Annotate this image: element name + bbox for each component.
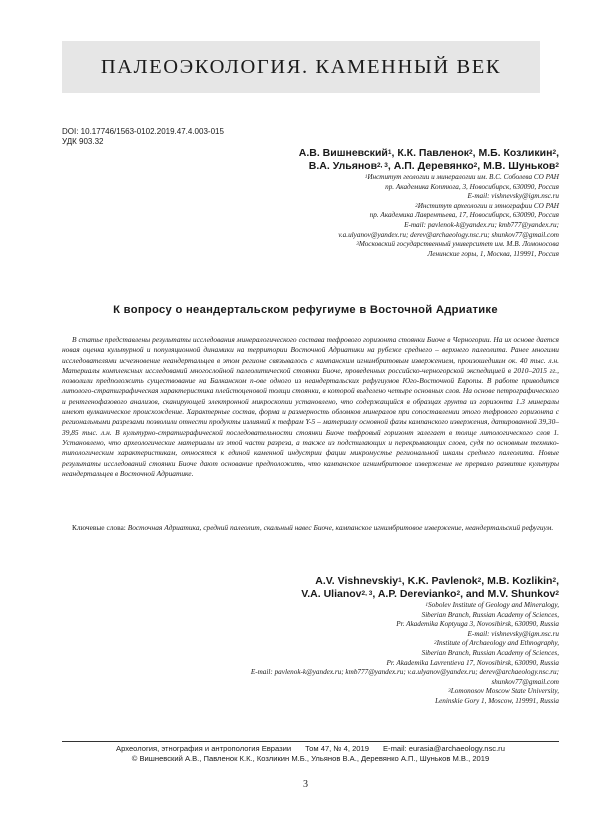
affiliation-line (99, 668, 559, 678)
author-name: А.В. Вишневский (298, 147, 388, 159)
affiliation-line (99, 231, 559, 241)
affiliation-line (99, 611, 559, 621)
affiliation-text: Siberian Branch, Russian Academy of Sciences, (421, 610, 559, 619)
footer-copyright: © Вишневский А.В., Павленок К.К., Козликин М.Б., Ульянов В.А., Деревянко А.П., Шуньков М.В., 2019 (131, 754, 490, 763)
author-separator: , (372, 588, 378, 600)
section-banner (62, 41, 540, 93)
footer-divider (62, 741, 559, 742)
affiliation-text: Lomonosov Moscow State University, (450, 687, 559, 696)
affiliation-text: Institute of Archaeology and Ethnography, (436, 639, 559, 648)
affiliation-mark: 2 (415, 203, 418, 209)
affiliation-text: Ленинские горы, 1, Москва, 119991, Россия (427, 249, 559, 258)
affiliation-line (99, 687, 559, 697)
author-separator: , (472, 147, 479, 159)
affiliation-line (99, 659, 559, 669)
affiliation-mark: 1 (425, 603, 429, 608)
affiliation-line (99, 639, 559, 649)
author-affiliation-mark: 2 (477, 577, 482, 584)
affiliation-line (99, 202, 559, 212)
author-separator: , (401, 575, 408, 587)
footer (62, 744, 559, 764)
affiliation-text: Leninskie Gory 1, Moscow, 119991, Russia (435, 696, 559, 705)
doi[interactable]: DOI: 10.17746/1563-0102.2019.47.4.003-015 (62, 127, 224, 136)
authors-en-line2 (99, 588, 559, 601)
author-separator: , and (460, 588, 488, 600)
affiliation-mark: 3 (448, 689, 451, 695)
page-number: 3 (303, 779, 308, 790)
article-title: К вопросу о неандертальском рефугиуме в Восточной Адриатике (113, 304, 498, 316)
affiliation-line (99, 211, 559, 221)
affiliation-text: Институт геологии и минералогии им. В.С. Соболева СО РАН (367, 173, 559, 181)
author-name: M.V. Shunkov (487, 588, 556, 600)
author-name: М.Б. Козликин (478, 147, 553, 159)
affiliation-text: пр. Академика Коптюга, 3, Новосибирск, 630090, Россия (385, 182, 559, 191)
affiliation-text: E-mail: pavlenok-k@yandex.ru; kmb777@yandex.ru; (404, 220, 559, 229)
authors-ru-line2 (99, 160, 559, 173)
author-separator: , (387, 160, 394, 172)
article-meta (62, 127, 224, 147)
footer-journal: Археология, этнография и антропология Евразии (116, 744, 292, 753)
author-name: A.P. Derevianko (377, 588, 457, 600)
affiliation-line (99, 250, 559, 260)
affiliation-line (99, 601, 559, 611)
author-name: A.V. Vishnevskiy (315, 575, 399, 587)
author-name: В.А. Ульянов (308, 160, 378, 172)
keywords-label: Ключевые слова: (72, 523, 126, 532)
affiliation-text: Pr. Akademika Lavrentieva 17, Novosibirsk, 630090, Russia (386, 658, 559, 667)
affiliation-text: пр. Академика Лаврентьева, 17, Новосибирск, 630090, Россия (369, 211, 559, 220)
author-affiliation-mark: 2, 3 (377, 162, 388, 169)
footer-volume: Том 47, № 4, 2019 (305, 744, 369, 753)
affiliation-line (99, 697, 559, 707)
author-affiliation-mark: 2 (555, 590, 559, 597)
author-affiliation-mark: 2 (473, 162, 478, 169)
affiliation-line (99, 240, 559, 250)
affiliation-line (99, 192, 559, 202)
affiliation-line (99, 620, 559, 630)
author-separator: , (481, 575, 488, 587)
authors-en-line1 (99, 575, 559, 588)
author-separator: , (477, 160, 484, 172)
affiliation-text: Московский государственный университет им. М.В. Ломоносова (358, 240, 559, 249)
author-name: K.K. Pavlenok (407, 575, 478, 587)
affiliation-line (99, 630, 559, 640)
author-affiliation-mark: 2 (555, 162, 559, 169)
author-affiliation-mark: 2 (552, 577, 557, 584)
udc-code: УДК 903.32 (62, 137, 104, 146)
affiliation-mark: 3 (356, 242, 359, 248)
affiliations-ru (99, 173, 559, 259)
author-separator: , (556, 147, 559, 159)
affiliation-line (99, 173, 559, 183)
affiliations-en (99, 601, 559, 707)
affiliation-text: Pr. Akademika Koptyuga 3, Novosibirsk, 630090, Russia (396, 620, 559, 629)
author-affiliation-mark: 2 (456, 590, 461, 597)
authors-ru-line1 (99, 147, 559, 160)
author-name: M.B. Kozlikin (487, 575, 553, 587)
author-name: М.В. Шуньков (483, 160, 556, 172)
affiliation-mark: 1 (364, 175, 368, 180)
author-affiliation-mark: 2 (468, 149, 473, 156)
footer-email[interactable]: E-mail: eurasia@archaeology.nsc.ru (382, 744, 505, 753)
author-name: К.К. Павленок (397, 147, 469, 159)
affiliation-text: Институт археологии и этнографии СО РАН (417, 201, 559, 210)
author-separator: , (556, 575, 559, 587)
affiliation-line (99, 678, 559, 688)
keywords (62, 523, 559, 533)
affiliation-text: shunkov77@gmail.com (491, 677, 559, 686)
affiliation-text: v.a.ulyanov@yandex.ru; derev@archaeology.nsc.ru; shunkov77@gmail.com (338, 230, 559, 239)
keywords-text: Восточная Адриатика, средний палеолит, скальный навес Биоче, кампанское игнимбритовое извержение, неандертальский рефугиум. (127, 523, 554, 532)
author-affiliation-mark: 1 (387, 149, 392, 156)
affiliation-text: Sobolev Institute of Geology and Mineralogy, (428, 601, 559, 609)
authors-ru-block (99, 147, 559, 259)
affiliation-text: Siberian Branch, Russian Academy of Sciences, (421, 648, 559, 657)
author-name: V.A. Ulianov (301, 588, 362, 600)
author-affiliation-mark: 2 (552, 149, 557, 156)
abstract: В статье представлены результаты исследования минералогического состава тефрового горизонта стоянки Биоче в Черногории. На их основе дается новая оценка культурной и популяционной динамики на территории Восточной Адриатики на рубеже среднего – верхнего палеолита. Ранее многими исследователями исчезновение неандертальцев в этом регионе связывалось с кампанским игнимбритовым извержением, произошедшим ок. 40 тыс. л.н. Материалы комплексных исследований многослойной палеолитической стоянки Биоче, проведенных российско-черногорской экспедицией в 2010–2015 гг., позволили предположить существование на Балканском п-ове одного из неандертальских рефугиумов Юго-Восточной Европы. В работе приводится литолого-стратиграфическая характеристика плейстоценовой толщи стоянки, в которой выделено четыре основных слоя. На основе петрографического и рентгенофазового анализов, сканирующей электронной микроскопии установлено, что содержащийся в образцах грунта из горизонта 1.3 минералы имеют вулканическое происхождение. Характерные состав, форма и размерность обломков минералов при сопоставлении этого тефрового горизонта с региональными разрезами позволили отнести продукты излияний к тефрам Y-5 – материалу основной фазы кампанского извержения, датированной 39,30–39,85 тыс. л.н. В культурно-стратиграфической последовательности стоянки Биоче тефровый горизонт залегает в толще литологического слоя 1. Установлено, что археологические материалы из этой части разреза, а также из подстилающих и перекрывающих слоев, судя по основным технико-типологическим характеристикам, относятся к единой каменной индустрии фации микромустье региональной шкалы среднего палеолита. Новые результаты исследований стоянки Биоче дают основание предположить, что кампанское игнимбритовое извержение не прервало развитие культуры неандертальцев в Восточной Адриатике. (62, 335, 559, 478)
affiliation-text: E-mail: vishnevsky@igm.nsc.ru (467, 629, 559, 638)
affiliation-text: E-mail: pavlenok-k@yandex.ru; kmb777@yandex.ru; v.a.ulyanov@yandex.ru; derev@archaeology.nsc.ru; (250, 668, 559, 677)
author-affiliation-mark: 1 (398, 577, 402, 584)
affiliation-line (99, 221, 559, 231)
authors-en-block (99, 575, 559, 707)
author-name: А.П. Деревянко (393, 160, 474, 172)
author-separator: , (391, 147, 398, 159)
affiliation-line (99, 183, 559, 193)
section-title: ПАЛЕОЭКОЛОГИЯ. КАМЕННЫЙ ВЕК (100, 55, 502, 78)
affiliation-text: E-mail: vishnevsky@igm.nsc.ru (467, 192, 559, 201)
author-affiliation-mark: 2, 3 (361, 590, 373, 597)
affiliation-line (99, 649, 559, 659)
affiliation-mark: 2 (434, 641, 437, 647)
